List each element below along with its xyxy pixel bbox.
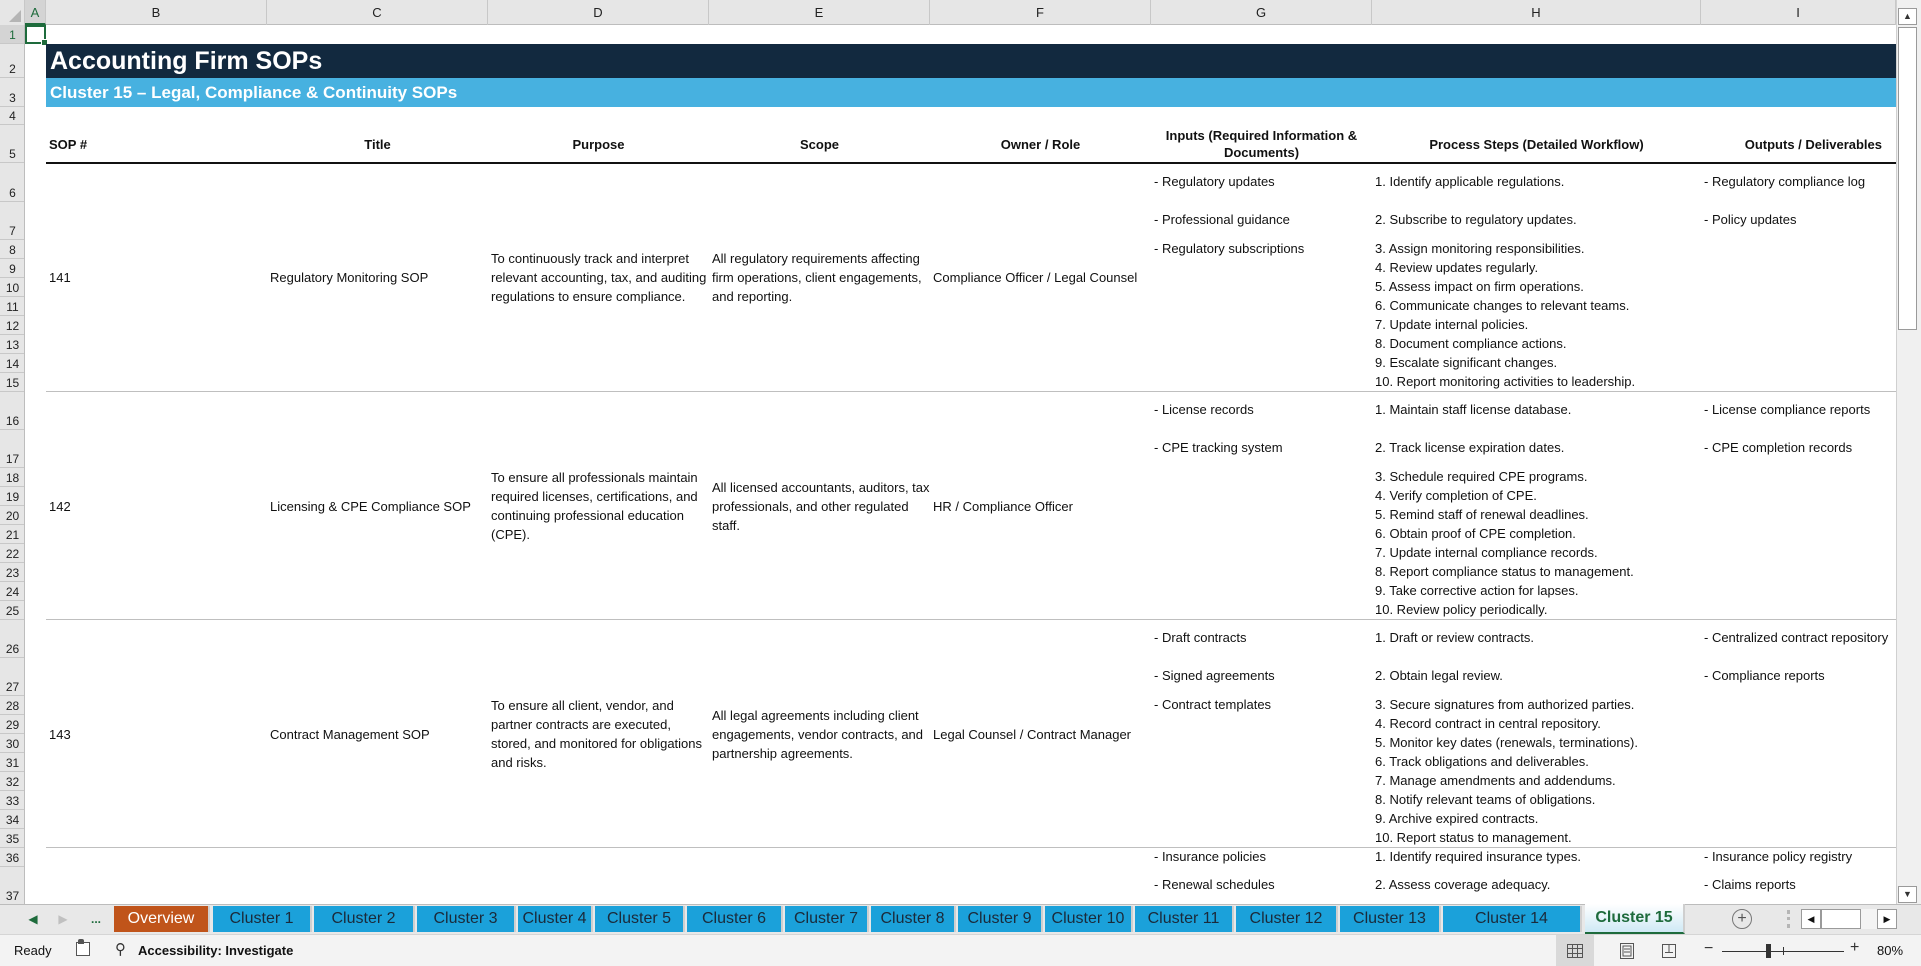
row-header[interactable]: 31 [0, 753, 25, 772]
process-step[interactable]: 5. Remind staff of renewal deadlines. [1375, 507, 1589, 522]
sop-scope-cell[interactable]: All licensed accountants, auditors, tax professionals, and other regulated staff. [712, 479, 930, 533]
header-outputs[interactable]: Outputs / Deliverables [1744, 136, 1882, 152]
process-step[interactable]: 7. Update internal policies. [1375, 317, 1529, 332]
sheet-title-banner[interactable]: Accounting Firm SOPs [46, 44, 1896, 78]
process-step[interactable]: 9. Escalate significant changes. [1375, 355, 1558, 370]
row-header[interactable]: 23 [0, 563, 25, 582]
tab-cluster-3[interactable]: Cluster 3 [417, 906, 516, 932]
output-item[interactable]: - CPE completion records [1704, 440, 1853, 455]
output-item[interactable]: - Centralized contract repository [1704, 630, 1889, 645]
row-header[interactable]: 12 [0, 316, 25, 335]
active-cell-a1[interactable] [25, 25, 46, 44]
row-header[interactable]: 34 [0, 810, 25, 829]
page-break-preview-icon[interactable] [1650, 935, 1688, 966]
process-step[interactable]: 3. Secure signatures from authorized parties. [1375, 697, 1635, 712]
process-step[interactable]: 2. Assess coverage adequacy. [1375, 877, 1551, 892]
tab-cluster-13[interactable]: Cluster 13 [1340, 906, 1441, 932]
scroll-down-arrow-icon[interactable]: ▼ [1898, 886, 1917, 903]
tab-cluster-8[interactable]: Cluster 8 [871, 906, 956, 932]
process-step[interactable]: 5. Monitor key dates (renewals, terminations). [1375, 735, 1638, 750]
scroll-right-arrow-icon[interactable]: ▶ [1877, 909, 1897, 929]
page-layout-view-icon[interactable] [1608, 935, 1646, 966]
tab-cluster-2[interactable]: Cluster 2 [314, 906, 415, 932]
column-header-g[interactable]: G [1151, 0, 1372, 25]
input-item[interactable]: - Insurance policies [1154, 849, 1266, 864]
process-step[interactable]: 7. Manage amendments and addendums. [1375, 773, 1616, 788]
row-header[interactable]: 16 [0, 392, 25, 430]
input-item[interactable]: - Regulatory updates [1154, 174, 1275, 189]
row-header[interactable]: 13 [0, 335, 25, 354]
sop-scope-cell[interactable]: All regulatory requirements affecting firm operations, client engagements, and reporting. [712, 251, 922, 304]
row-header[interactable]: 28 [0, 696, 25, 715]
input-item[interactable]: - Regulatory subscriptions [1154, 241, 1305, 256]
row-header[interactable]: 4 [0, 107, 25, 125]
status-ready-text: Ready [14, 943, 52, 958]
sop-owner-cell[interactable]: HR / Compliance Officer [933, 498, 1073, 514]
tab-cluster-12[interactable]: Cluster 12 [1236, 906, 1338, 932]
row-header[interactable]: 3 [0, 78, 25, 107]
row-header[interactable]: 21 [0, 525, 25, 544]
cluster-subtitle-banner[interactable]: Cluster 15 – Legal, Compliance & Continuity SOPs [46, 78, 1896, 107]
column-header-b[interactable]: B [46, 0, 267, 25]
sop-owner-cell[interactable]: Legal Counsel / Contract Manager [933, 726, 1132, 742]
zoom-slider-midpoint [1783, 947, 1784, 955]
normal-view-icon[interactable] [1556, 935, 1594, 966]
row-header[interactable]: 9 [0, 259, 25, 278]
process-step[interactable]: 4. Review updates regularly. [1375, 260, 1539, 275]
row-header[interactable]: 17 [0, 430, 25, 468]
process-step[interactable]: 8. Notify relevant teams of obligations. [1375, 792, 1596, 807]
scroll-left-arrow-icon[interactable]: ◀ [1801, 909, 1821, 929]
tab-overview[interactable]: Overview [114, 906, 210, 932]
process-step[interactable]: 6. Communicate changes to relevant teams. [1375, 298, 1630, 313]
process-step[interactable]: 4. Record contract in central repository. [1375, 716, 1601, 731]
process-step[interactable]: 3. Assign monitoring responsibilities. [1375, 241, 1585, 256]
input-item[interactable]: - Professional guidance [1154, 212, 1290, 227]
column-header-a[interactable]: A [25, 0, 46, 25]
sop-purpose-cell[interactable]: To continuously track and interpret relevant accounting, tax, and auditing regulations to ensure compliance. [491, 251, 707, 304]
process-step[interactable]: 5. Assess impact on firm operations. [1375, 279, 1584, 294]
tab-cluster-10[interactable]: Cluster 10 [1045, 906, 1133, 932]
output-item[interactable]: - Regulatory compliance log [1704, 174, 1866, 189]
sop-purpose-cell[interactable]: To ensure all professionals maintain required licenses, certifications, and continuing professional education (CPE). [491, 470, 698, 542]
column-header-d[interactable]: D [488, 0, 709, 25]
sop-number-cell[interactable]: 143 [49, 726, 71, 742]
sop-purpose-cell[interactable]: To ensure all client, vendor, and partner contracts are executed, stored, and monitored for obligations and risks. [491, 698, 703, 770]
tab-cluster-1[interactable]: Cluster 1 [213, 906, 312, 932]
process-step[interactable]: 8. Report compliance status to management. [1375, 564, 1634, 579]
process-step[interactable]: 6. Track obligations and deliverables. [1375, 754, 1589, 769]
row-header[interactable]: 15 [0, 373, 25, 392]
row-header-bar [0, 25, 25, 904]
output-item[interactable]: - Compliance reports [1704, 668, 1825, 683]
process-step[interactable]: 2. Subscribe to regulatory updates. [1375, 212, 1577, 227]
row-header[interactable]: 8 [0, 240, 25, 259]
row-header[interactable]: 22 [0, 544, 25, 563]
output-item[interactable]: - Claims reports [1704, 877, 1796, 892]
sop-number-cell[interactable]: 141 [49, 270, 71, 285]
header-purpose[interactable]: Purpose [572, 136, 625, 152]
select-all-corner[interactable] [0, 0, 25, 25]
output-item[interactable]: - Insurance policy registry [1704, 849, 1853, 864]
sop-owner-cell[interactable]: Compliance Officer / Legal Counsel [933, 270, 1138, 285]
process-step[interactable]: 2. Obtain legal review. [1375, 668, 1503, 683]
process-step[interactable]: 7. Update internal compliance records. [1375, 545, 1598, 560]
process-step[interactable]: 1. Draft or review contracts. [1375, 630, 1534, 645]
row-header[interactable]: 1 [0, 25, 25, 44]
zoom-out-button[interactable]: − [1704, 940, 1714, 957]
row-header[interactable]: 14 [0, 354, 25, 373]
tab-cluster-9[interactable]: Cluster 9 [958, 906, 1043, 932]
sheet-nav-prev-icon[interactable]: ◀ [28, 912, 38, 926]
sop-title-cell[interactable]: Contract Management SOP [270, 726, 430, 742]
header-sop-number[interactable]: SOP # [49, 136, 88, 152]
zoom-slider-thumb[interactable] [1766, 944, 1771, 958]
sop-title-cell[interactable]: Regulatory Monitoring SOP [270, 270, 429, 285]
tab-cluster-11[interactable]: Cluster 11 [1135, 906, 1234, 932]
process-step[interactable]: 3. Schedule required CPE programs. [1375, 469, 1588, 484]
row-header[interactable]: 10 [0, 278, 25, 297]
macro-recording-icon[interactable] [76, 942, 90, 956]
accessibility-icon[interactable]: ⚲ [115, 941, 126, 958]
process-step[interactable]: 6. Obtain proof of CPE completion. [1375, 526, 1576, 541]
tab-cluster-6[interactable]: Cluster 6 [687, 906, 783, 932]
tab-cluster-15[interactable]: Cluster 15 [1585, 904, 1685, 934]
process-step[interactable]: 4. Verify completion of CPE. [1375, 488, 1537, 503]
sop-scope-cell[interactable]: All legal agreements including client engagements, vendor contracts, and partnership agreements. [712, 707, 924, 761]
process-step[interactable]: 1. Identify required insurance types. [1375, 849, 1581, 864]
tab-cluster-14[interactable]: Cluster 14 [1443, 906, 1582, 932]
row-header[interactable]: 11 [0, 297, 25, 316]
header-scope[interactable]: Scope [799, 136, 839, 152]
more-sheets-button[interactable]: ... [90, 912, 101, 926]
row-header[interactable]: 26 [0, 620, 25, 658]
process-step[interactable]: 10. Report monitoring activities to leadership. [1375, 374, 1636, 389]
tab-cluster-4[interactable]: Cluster 4 [518, 906, 593, 932]
process-step[interactable]: 1. Identify applicable regulations. [1375, 174, 1565, 189]
zoom-level-label[interactable]: 80% [1877, 943, 1904, 958]
input-item[interactable]: - CPE tracking system [1154, 440, 1283, 455]
row-header[interactable]: 37 [0, 867, 25, 904]
column-header-bar [0, 0, 1896, 25]
add-sheet-icon[interactable]: + [1732, 909, 1752, 929]
scroll-up-arrow-icon[interactable]: ▲ [1898, 8, 1917, 25]
row-header[interactable]: 5 [0, 125, 25, 163]
process-step[interactable]: 10. Review policy periodically. [1375, 602, 1548, 617]
column-header-i[interactable]: I [1701, 0, 1896, 25]
header-owner[interactable]: Owner / Role [1000, 136, 1081, 152]
tab-cluster-7[interactable]: Cluster 7 [785, 906, 869, 932]
column-header-e[interactable]: E [709, 0, 930, 25]
row-header[interactable]: 25 [0, 601, 25, 620]
row-header[interactable]: 27 [0, 658, 25, 696]
process-step[interactable]: 2. Track license expiration dates. [1375, 440, 1565, 455]
input-item[interactable]: - Contract templates [1154, 697, 1272, 712]
tab-split-handle[interactable] [1787, 910, 1790, 928]
input-item[interactable]: - Renewal schedules [1154, 877, 1275, 892]
horizontal-scroll-track[interactable] [1861, 909, 1877, 929]
row-header[interactable]: 24 [0, 582, 25, 601]
row-header[interactable]: 29 [0, 715, 25, 734]
column-header-f[interactable]: F [930, 0, 1151, 25]
sheet-nav-next-icon[interactable]: ▶ [58, 912, 68, 926]
sop-title-cell[interactable]: Licensing & CPE Compliance SOP [270, 498, 471, 514]
header-inputs[interactable]: Inputs (Required Information & Documents) [1165, 128, 1358, 160]
row-header[interactable]: 33 [0, 791, 25, 810]
input-item[interactable]: - Signed agreements [1154, 668, 1275, 683]
input-item[interactable]: - Draft contracts [1154, 630, 1247, 645]
row-header[interactable]: 7 [0, 202, 25, 240]
output-item[interactable]: - Policy updates [1704, 212, 1797, 227]
header-title[interactable]: Title [364, 136, 391, 152]
process-step[interactable]: 8. Document compliance actions. [1375, 336, 1567, 351]
row-header[interactable]: 32 [0, 772, 25, 791]
tab-cluster-5[interactable]: Cluster 5 [595, 906, 685, 932]
row-header[interactable]: 2 [0, 44, 25, 78]
process-step[interactable]: 10. Report status to management. [1375, 830, 1572, 845]
horizontal-scroll-thumb[interactable] [1821, 909, 1861, 929]
row-header[interactable]: 20 [0, 506, 25, 525]
row-header[interactable]: 30 [0, 734, 25, 753]
column-header-c[interactable]: C [267, 0, 488, 25]
input-item[interactable]: - License records [1154, 402, 1254, 417]
row-header[interactable]: 18 [0, 468, 25, 487]
sop-number-cell[interactable]: 142 [49, 498, 71, 514]
vertical-scroll-thumb[interactable] [1898, 27, 1917, 330]
process-step[interactable]: 9. Take corrective action for lapses. [1375, 583, 1579, 598]
row-header[interactable]: 36 [0, 848, 25, 867]
row-header[interactable]: 19 [0, 487, 25, 506]
process-step[interactable]: 1. Maintain staff license database. [1375, 402, 1572, 417]
row-header[interactable]: 6 [0, 163, 25, 202]
row-header[interactable]: 35 [0, 829, 25, 848]
output-item[interactable]: - License compliance reports [1704, 402, 1871, 417]
zoom-in-button[interactable]: + [1850, 939, 1860, 956]
column-header-h[interactable]: H [1372, 0, 1701, 25]
process-step[interactable]: 9. Archive expired contracts. [1375, 811, 1539, 826]
header-process-steps[interactable]: Process Steps (Detailed Workflow) [1429, 136, 1644, 152]
accessibility-status-button[interactable]: Accessibility: Investigate [138, 943, 294, 958]
